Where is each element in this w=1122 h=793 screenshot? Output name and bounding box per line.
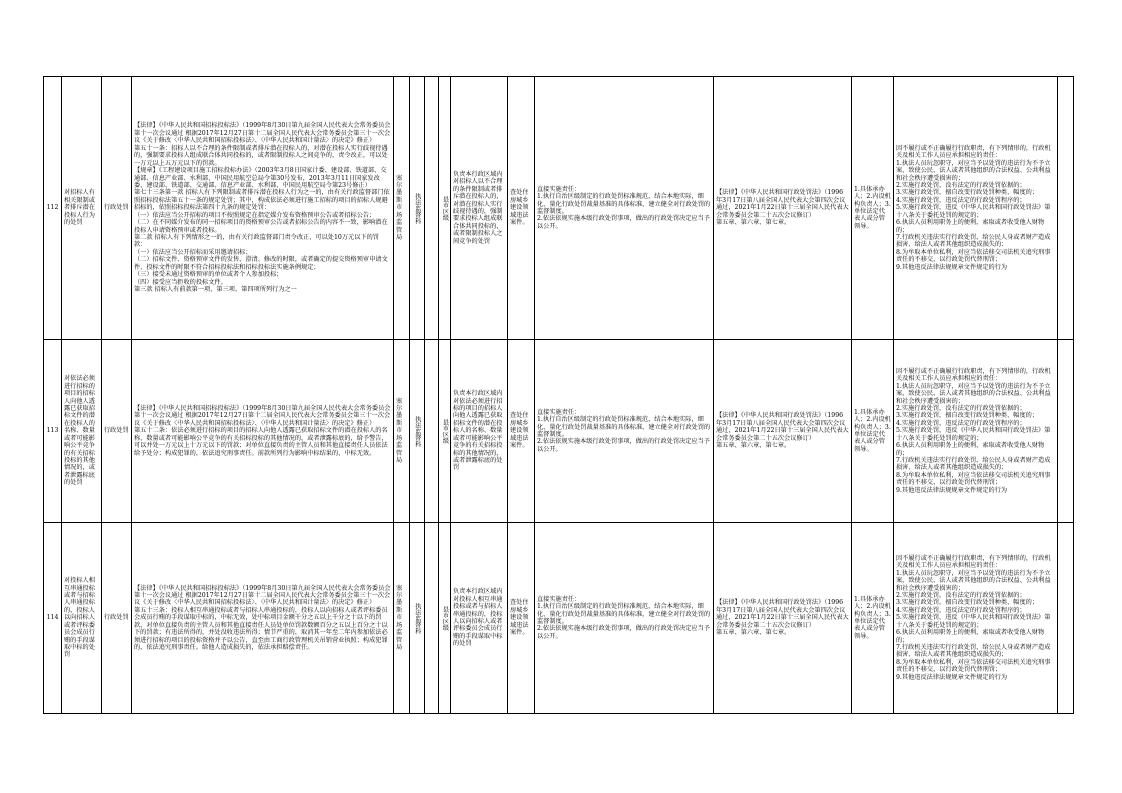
legal-basis-line: （四）接受应当拒收的投标文件。 bbox=[134, 278, 227, 286]
implementing-department-text: 塞尔墨斯市场监管局 bbox=[396, 397, 403, 465]
implementing-department bbox=[394, 340, 410, 523]
liability-circumstances-line: 2.实施行政处罚，没有法定的行政处罚依据的； bbox=[896, 591, 1026, 599]
legal-basis-line: 第二款 招标人有下列情形之一的，由有关行政监督部门责令改正，可以处10万元以下的罚款： bbox=[134, 234, 379, 249]
liability-circumstances-line: 因不履行或不正确履行行政职责，有下列情形的，行政机关及相关工作人员应承担相应的责任： bbox=[896, 367, 1051, 383]
liability-circumstances-line: 8.为牟取本单位私利，对应当依法移交司法机关追究刑事责任的不移交，以行政处罚代替刑罚； bbox=[896, 248, 1051, 264]
legal-basis-line: 第七十三条第一款 招标人有下列限制或者排斥潜在投标人行为之一的，由有关行政监督部门依照招标投标法第五十一条的规定处罚；其中，构成依法必须进行施工招标的项目的招标人规避招标的，依照招标投标法第四十九条的规定处罚： bbox=[134, 189, 390, 212]
responsibility-basis-line: 第五章、第六章、第七章。 bbox=[716, 219, 791, 227]
implementation-responsibility-line: 2.依法依规实施本级行政处罚事项，做出的行政处罚决定应当予以公开。 bbox=[537, 215, 710, 230]
implementation-responsibility-line: 2.依法依规实施本级行政处罚事项，做出的行政处罚决定应当予以公开。 bbox=[537, 438, 710, 453]
liability-circumstances bbox=[894, 523, 1058, 714]
liability-circumstances-line: 2.实施行政处罚，没有法定的行政处罚依据的； bbox=[896, 404, 1026, 412]
legal-basis-line: 【法律】《中华人民共和国招标投标法》（1999年8月30日第九届全国人民代表大会常务委员会第十一次会议通过 根据2017年12月27日第十二届全国人民代表大会常务委员会第三十一次会议《关于修改〈中华人民共和国招标投标法〉、〈中华人民共和国计量法〉的决定》修正） bbox=[134, 404, 391, 427]
item-number bbox=[44, 340, 62, 523]
responsibility-scope bbox=[451, 77, 508, 340]
responsible-persons-text: 1.具体承办人；2.内设机构负责人；3.单位法定代表人或分管领导。 bbox=[854, 185, 891, 230]
implementation-responsibility-line: 直接实施责任： bbox=[537, 185, 581, 193]
enforcement-subject-text: 查处住房城乡建设领域违法案件。 bbox=[510, 189, 529, 227]
liability-circumstances-line: 7.行政机关违法实行行政处罚，给公民人身或者财产造成损害、给法人或者其他组织造成损失的； bbox=[896, 644, 1051, 659]
enforcement-subject bbox=[508, 523, 535, 714]
item-name-text: 对招标人有相关限制或者排斥潜在投标人行为的处罚 bbox=[64, 189, 95, 227]
implementing-unit bbox=[410, 523, 425, 714]
implementing-department-text: 塞尔墨斯市场监管局 bbox=[396, 584, 403, 652]
legal-basis bbox=[132, 340, 394, 523]
liability-circumstances-line: 8.为牟取本单位私利，对应当依法移交司法机关追究刑事责任的不移交，以行政处罚代替刑罚； bbox=[896, 471, 1051, 487]
implementation-responsibility bbox=[535, 340, 714, 523]
responsibility-basis-line: 第五章、第六章、第七章。 bbox=[716, 442, 791, 450]
liability-circumstances-line: 1.执法人员玩忽职守，对应当予以处罚的违法行为不予立案，致使公民、法人或者其他组织的合法权益、公共利益和社会秩序遭受损害的； bbox=[896, 569, 1051, 592]
remarks-cell bbox=[1058, 340, 1074, 523]
implementing-unit-text: 执法监督科 bbox=[413, 415, 421, 447]
implementing-unit-text: 执法监督科 bbox=[413, 602, 421, 634]
item-name bbox=[62, 77, 102, 340]
legal-basis-line: 第五十二条：依法必须进行招标的项目的招标人向他人透露已获取招标文件的潜在投标人的名称、数量或者可能影响公平竞争的有关招标投标的其他情况的，或者泄露标底的，给予警告，可以并处一万元以上十万元以下的罚款；对单位直接负责的主管人员和其他直接责任人员依法给予处分；构成犯罪的，依法追究刑事责任。前款所列行为影响中标结果的，中标无效。 bbox=[134, 427, 388, 457]
enforcement-subject-text: 查处住房城乡建设领域违法案件。 bbox=[510, 412, 529, 450]
responsibility-basis-line: 【法律】《中华人民共和国行政处罚法》（1996年3月17日第八届全国人民代表大会第四次会议通过，2021年1月22日第十三届全国人民代表大会常务委员会第二十五次会议修订） bbox=[716, 599, 849, 629]
liability-circumstances-line: 5.实施行政处罚，违反《中华人民共和国行政处罚法》第十八条关于委托处罚的规定的； bbox=[896, 427, 1051, 442]
liability-circumstances-line: 3.实施行政处罚，擅自改变行政处罚种类、幅度的； bbox=[896, 412, 1039, 420]
responsibility-scope-text: 负责本行政区域内对招标人以不合理的条件限制或者排斥潜在投标人的，对潜在投标人实行歧视待遇的，强制要求投标人组成联合体共同投标的，或者限制投标人之间竞争的处罚 bbox=[453, 170, 503, 245]
liability-circumstances-line: 因不履行或不正确履行行政职责，有下列情形的，行政机关及相关工作人员应承担相应的责任： bbox=[896, 554, 1051, 570]
liability-circumstances-line: 5.实施行政处罚，违反《中华人民共和国行政处罚法》第十八条关于委托处罚的规定的； bbox=[896, 204, 1051, 219]
implementing-unit bbox=[410, 340, 425, 523]
item-number bbox=[44, 77, 62, 340]
blank-cell bbox=[425, 340, 439, 523]
implementation-responsibility bbox=[535, 523, 714, 714]
legal-basis-line: （一）依法应当公开招标而采用邀请招标； bbox=[134, 248, 252, 256]
liability-circumstances-line: 9.其他违反法律法规规章文件规定的行为 bbox=[896, 263, 1008, 271]
item-type bbox=[102, 340, 132, 523]
responsible-persons-text: 1.具体承办人；2.内设机构负责人；3.单位法定代表人或分管领导。 bbox=[854, 408, 891, 453]
item-type-text: 行政处罚 bbox=[104, 427, 129, 435]
implementing-unit-text: 执法监督科 bbox=[413, 192, 421, 224]
legal-basis-line: （二）招标文件、资格预审文件的发售、澄清、修改的时限，或者确定的提交资格预审申请文件、投标文件的时限不符合招标投标法和招标投标法实施条例规定； bbox=[134, 256, 388, 271]
responsibility-basis-line: 【法律】《中华人民共和国行政处罚法》（1996年3月17日第八届全国人民代表大会第四次会议通过，2021年1月22日第十三届全国人民代表大会常务委员会第二十五次会议修订） bbox=[716, 189, 849, 219]
legal-basis-line: 【规章】《工程建设项目施工招标投标办法》（2003年3月8日国家计委、建设部、铁道部、交通部、信息产业部、水利部、中国民用航空总局令第30号发布，2013年3月11日国家发改委、建设部、铁道部、交通部、信息产业部、水利部、中国民用航空局令第23号修正） bbox=[134, 167, 387, 189]
liability-circumstances-line: 7.行政机关违法实行行政处罚，给公民人身或者财产造成损害、给法人或者其他组织造成损失的； bbox=[896, 457, 1051, 472]
liability-circumstances bbox=[894, 340, 1058, 523]
table-row bbox=[44, 77, 1074, 340]
item-number-text: 112 bbox=[46, 204, 59, 212]
liability-circumstances-line: 3.实施行政处罚，擅自改变行政处罚种类、幅度的； bbox=[896, 599, 1039, 607]
legal-basis-line: （三）接受未通过资格预审的单位或者个人参加投标； bbox=[134, 271, 283, 279]
liability-circumstances-line: 4.实施行政处罚，违反法定的行政处罚程序的； bbox=[896, 606, 1026, 614]
item-type-text: 行政处罚 bbox=[104, 204, 129, 212]
liability-circumstances-line: 3.实施行政处罚，擅自改变行政处罚种类、幅度的； bbox=[896, 189, 1039, 197]
legal-basis-line: （二）在不同媒介发布的同一招标项目的资格预审公告或者招标公告的内容不一致，影响潜在投标人申请资格预审或者投标。 bbox=[134, 219, 388, 234]
item-name bbox=[62, 523, 102, 714]
table-row bbox=[44, 523, 1074, 714]
legal-basis bbox=[132, 523, 394, 714]
item-number-text: 113 bbox=[46, 427, 59, 435]
responsibility-scope bbox=[451, 523, 508, 714]
implementing-department bbox=[394, 77, 410, 340]
liability-circumstances-line: 6.执法人员利用职务上的便利，索取或者收受他人财物的； bbox=[896, 442, 1045, 457]
implementing-department-text: 塞尔墨斯市场监管局 bbox=[396, 174, 403, 242]
liability-circumstances-line: 6.执法人员利用职务上的便利，索取或者收受他人财物的； bbox=[896, 629, 1045, 644]
liability-circumstances-line: 6.执法人员利用职务上的便利，索取或者收受他人财物的； bbox=[896, 219, 1045, 234]
liability-circumstances-line: 因不履行或不正确履行行政职责，有下列情形的，行政机关及相关工作人员应承担相应的责任： bbox=[896, 144, 1051, 160]
liability-circumstances-line: 2.实施行政处罚，没有法定的行政处罚依据的； bbox=[896, 181, 1026, 189]
item-name bbox=[62, 340, 102, 523]
region-level bbox=[439, 523, 451, 714]
responsibility-basis-line: 【法律】《中华人民共和国行政处罚法》（1996年3月17日第八届全国人民代表大会第四次会议通过，2021年1月22日第十三届全国人民代表大会常务委员会第二十五次会议修订） bbox=[716, 412, 849, 442]
implementation-responsibility-line: 1.执行自治区级制定的行政处罚标准规范，结合本地实际，细化、量化行政处罚裁量基准的具体标准，建立健全对行政处罚的监督制度。 bbox=[537, 603, 711, 625]
enforcement-subject bbox=[508, 340, 535, 523]
responsible-persons bbox=[852, 77, 894, 340]
enforcement-subject bbox=[508, 77, 535, 340]
implementing-department bbox=[394, 523, 410, 714]
item-number bbox=[44, 523, 62, 714]
liability-circumstances bbox=[894, 77, 1058, 340]
liability-circumstances-line: 1.执法人员玩忽职守，对应当予以处罚的违法行为不予立案，致使公民、法人或者其他组织的合法权益、公共利益和社会秩序遭受损害的； bbox=[896, 159, 1051, 182]
implementation-responsibility-line: 2.依法依规实施本级行政处罚事项，做出的行政处罚决定应当予以公开。 bbox=[537, 625, 710, 640]
liability-circumstances-line: 5.实施行政处罚，违反《中华人民共和国行政处罚法》第十八条关于委托处罚的规定的； bbox=[896, 614, 1051, 629]
liability-circumstances-line: 1.执法人员玩忽职守，对应当予以处罚的违法行为不予立案，致使公民、法人或者其他组织的合法权益、公共利益和社会秩序遭受损害的； bbox=[896, 382, 1051, 405]
responsible-persons bbox=[852, 523, 894, 714]
implementation-responsibility-line: 直接实施责任： bbox=[537, 408, 581, 416]
responsible-persons-text: 1.具体承办人；2.内设机构负责人；3.单位法定代表人或分管领导。 bbox=[854, 595, 891, 640]
item-type-text: 行政处罚 bbox=[104, 614, 129, 622]
responsibility-basis bbox=[714, 340, 852, 523]
responsibility-basis-line: 第五章、第六章、第七章。 bbox=[716, 629, 791, 637]
remarks-cell bbox=[1058, 77, 1074, 340]
responsibility-basis bbox=[714, 523, 852, 714]
item-number-text: 114 bbox=[46, 614, 59, 622]
legal-basis-line: 第五十三条：投标人相互串通投标或者与招标人串通投标的，投标人以向招标人或者评标委员会成员行贿的手段谋取中标的，中标无效，处中标项目金额千分之五以上千分之十以下的罚款，对单位直接负责的主管人员和其他直接责任人员处单位罚款数额百分之五以上百分之十以下的罚款；有违法所得的，并处没收违法所得；情节严重的，取消其一年至二年内参加依法必须进行招标的项目的投标资格并予以公告，直至由工商行政管理机关吊销营业执照；构成犯罪的，依法追究刑事责任。给他人造成损失的，依法承担赔偿责任。 bbox=[134, 606, 388, 652]
legal-basis bbox=[132, 77, 394, 340]
item-name-text: 对依法必须进行招标的项目的招标人向他人透露已获取招标文件的潜在投标人的名称、数量或者可能影响公平竞争的有关招标投标的其他情况的，或者泄露标底的处罚 bbox=[64, 375, 95, 487]
liability-circumstances-line: 8.为牟取本单位私利，对应当依法移交司法机关追究刑事责任的不移交，以行政处罚代替刑罚； bbox=[896, 658, 1051, 674]
blank-cell bbox=[425, 523, 439, 714]
region-level-text: 县市区级 bbox=[441, 195, 449, 221]
responsible-persons bbox=[852, 340, 894, 523]
implementation-responsibility-line: 1.执行自治区级制定的行政处罚标准规范，结合本地实际，细化、量化行政处罚裁量基准的具体标准，建立健全对行政处罚的监督制度。 bbox=[537, 416, 711, 438]
table-row bbox=[44, 340, 1074, 523]
legal-basis-line: 【法律】《中华人民共和国招标投标法》（1999年8月30日第九届全国人民代表大会常务委员会第十一次会议通过 根据2017年12月27日第十二届全国人民代表大会常务委员会第三十一次会议《关于修改〈中华人民共和国招标投标法〉、〈中华人民共和国计量法〉的决定》修正） bbox=[134, 584, 391, 607]
item-name-text: 对投标人相互串通投标或者与招标人串通投标的，投标人以向招标人或者评标委员会成员行贿的手段谋取中标的处罚 bbox=[64, 577, 95, 659]
item-type bbox=[102, 77, 132, 340]
implementation-responsibility-line: 1.执行自治区级制定的行政处罚标准规范，结合本地实际，细化、量化行政处罚裁量基准的具体标准，建立健全对行政处罚的监督制度。 bbox=[537, 193, 711, 215]
item-type bbox=[102, 523, 132, 714]
legal-basis-line: 【法律】《中华人民共和国招标投标法》（1999年8月30日第九届全国人民代表大会常务委员会第十一次会议通过 根据2017年12月27日第十二届全国人民代表大会常务委员会第三十一次会议《关于修改〈中华人民共和国招标投标法〉、〈中华人民共和国计量法〉的决定》修正） bbox=[134, 122, 391, 145]
region-level-text: 县市区级 bbox=[441, 418, 449, 444]
liability-circumstances-line: 4.实施行政处罚，违反法定的行政处罚程序的； bbox=[896, 419, 1026, 427]
responsibility-table bbox=[43, 76, 1074, 714]
legal-basis-line: 第三款 招标人有前款第一项、第三项、第四项所列行为之一 bbox=[134, 286, 297, 294]
liability-circumstances-line: 7.行政机关违法实行行政处罚，给公民人身或者财产造成损害、给法人或者其他组织造成损失的； bbox=[896, 234, 1051, 249]
liability-circumstances-line: 9.其他违反法律法规规章文件规定的行为 bbox=[896, 486, 1008, 494]
implementing-unit bbox=[410, 77, 425, 340]
responsibility-scope-text: 负责本行政区域内对投标人相互串通投标或者与招标人串通投标的，投标人以向招标人或者评标委员会成员行贿的手段谋取中标的处罚 bbox=[453, 588, 503, 648]
region-level-text: 县市区级 bbox=[441, 605, 449, 631]
blank-cell bbox=[425, 77, 439, 340]
enforcement-subject-text: 查处住房城乡建设领域违法案件。 bbox=[510, 599, 529, 637]
implementation-responsibility-line: 直接实施责任： bbox=[537, 595, 581, 603]
remarks-cell bbox=[1058, 523, 1074, 714]
legal-basis-line: 第五十一条：招标人以不合理的条件限制或者排斥潜在投标人的，对潜在投标人实行歧视待遇的，强制要求投标人组成联合体共同投标的，或者限制投标人之间竞争的，责令改正，可以处一万元以上五万元以下的罚款。 bbox=[134, 144, 388, 167]
region-level bbox=[439, 77, 451, 340]
implementation-responsibility bbox=[535, 77, 714, 340]
region-level bbox=[439, 340, 451, 523]
responsibility-scope-text: 负责本行政区域内对依法必须进行招标的项目的招标人向他人透露已获取招标文件的潜在投标人的名称、数量或者可能影响公平竞争的有关招标投标的其他情况的，或者泄露标底的处罚 bbox=[453, 390, 503, 472]
liability-circumstances-line: 4.实施行政处罚，违反法定的行政处罚程序的； bbox=[896, 196, 1026, 204]
liability-circumstances-line: 9.其他违反法律法规规章文件规定的行为 bbox=[896, 673, 1008, 681]
responsibility-basis bbox=[714, 77, 852, 340]
responsibility-scope bbox=[451, 340, 508, 523]
legal-basis-line: （一）依法应当公开招标的项目不按照规定在指定媒介发布资格预审公告或者招标公告； bbox=[134, 211, 376, 219]
